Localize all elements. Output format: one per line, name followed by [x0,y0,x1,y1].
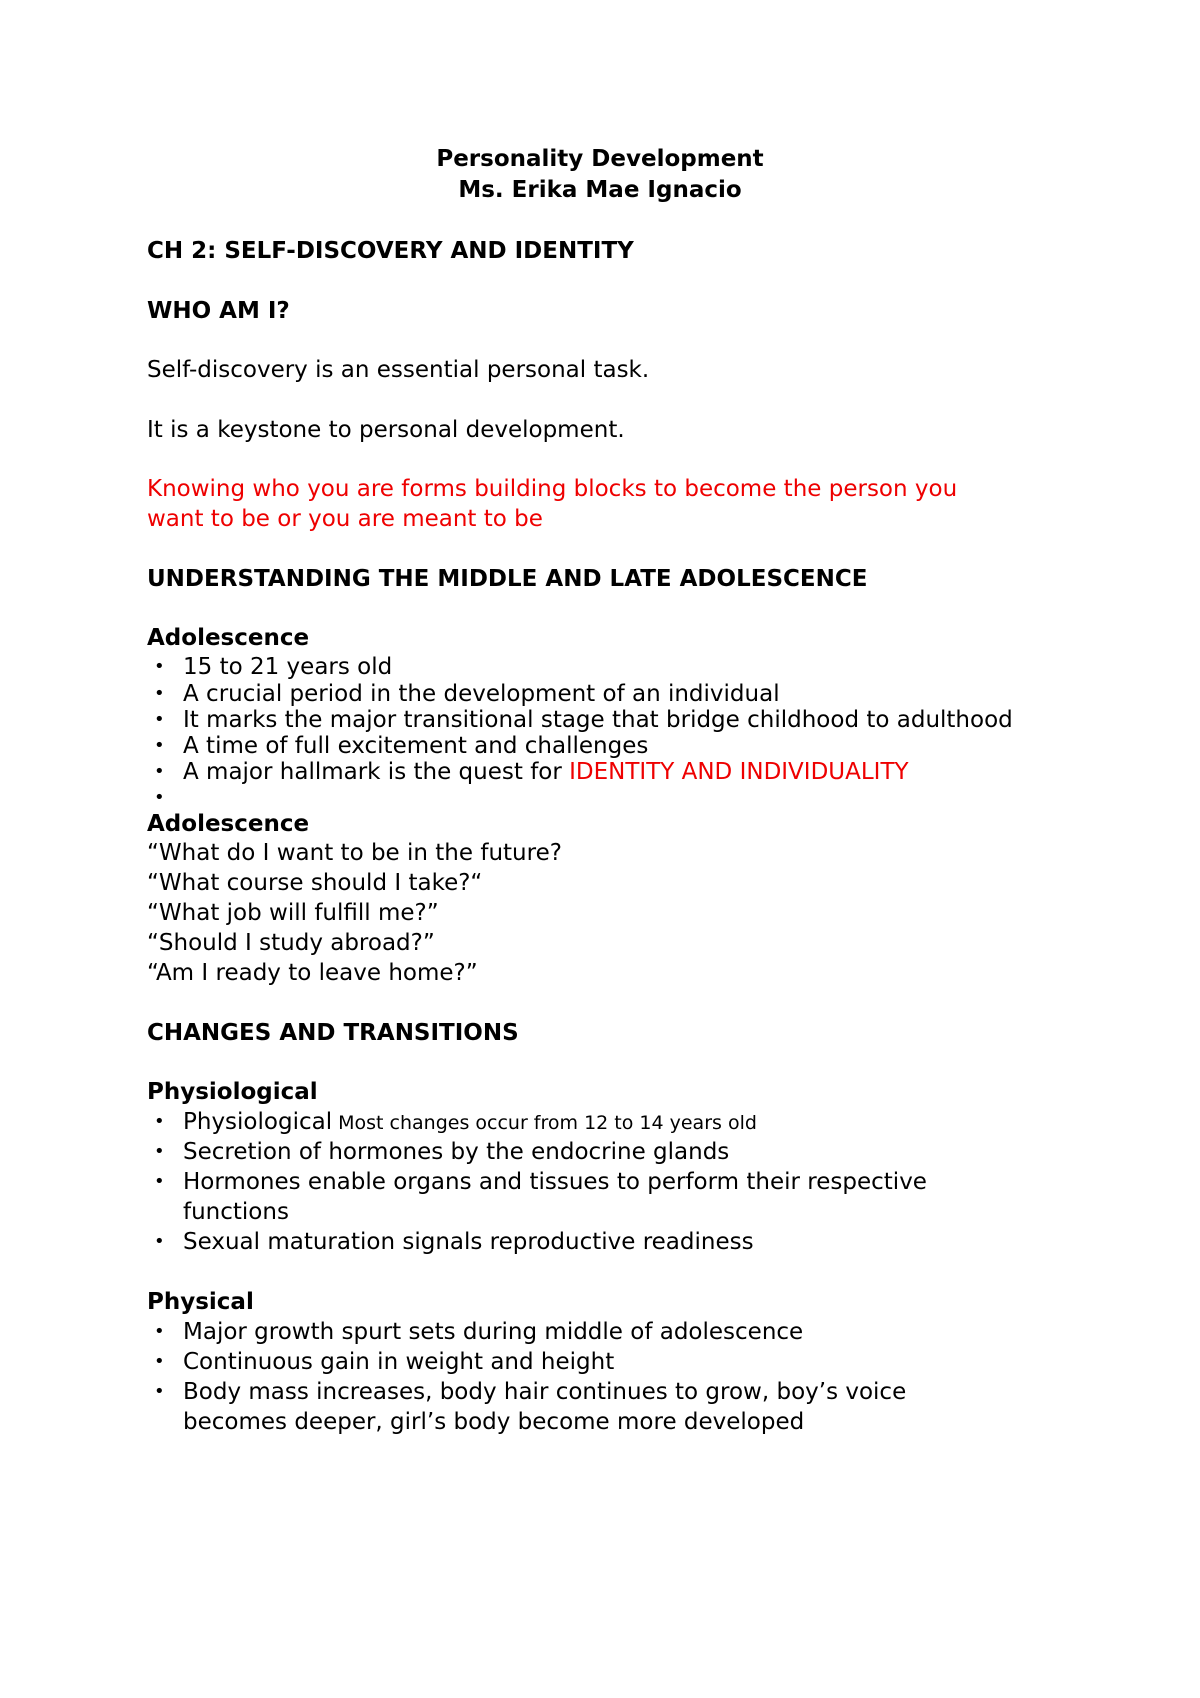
paragraph-self-discovery: Self-discovery is an essential personal task. [147,357,650,383]
list-item: Secretion of hormones by the endocrine glands [183,1139,730,1165]
list-item: 15 to 21 years old [183,654,393,680]
list-item: Hormones enable organs and tissues to perform their respective [183,1169,927,1195]
bullet: • [154,709,165,730]
list-item: Continuous gain in weight and height [183,1349,615,1375]
bullet: • [154,1381,165,1402]
adolescence-subheading-2: Adolescence [147,811,310,837]
list-item-continuation: functions [183,1199,289,1225]
who-am-i-heading: WHO AM I? [147,298,290,324]
question-line: “Am I ready to leave home?” [147,960,478,986]
list-item: A crucial period in the development of an individual [183,681,780,707]
identity-highlight: IDENTITY AND INDIVIDUALITY [569,759,909,785]
list-item [183,757,909,787]
bullet: • [154,1321,165,1342]
list-item-text: A major hallmark is the quest for [183,759,570,785]
bullet-empty: • [154,787,165,808]
physical-subheading: Physical [147,1289,254,1315]
list-item: Major growth spurt sets during middle of adolescence [183,1319,804,1345]
physiological-subheading: Physiological [147,1079,318,1105]
list-item [183,1107,757,1138]
question-line: “What job will fulfill me?” [147,900,439,926]
list-item-continuation: becomes deeper, girl’s body become more developed [183,1409,805,1435]
changes-heading: CHANGES AND TRANSITIONS [147,1020,519,1046]
bullet: • [154,683,165,704]
highlight-line-2: want to be or you are meant to be [147,506,543,532]
list-item: Sexual maturation signals reproductive readiness [183,1229,754,1255]
list-item-lead: Physiological [183,1109,333,1135]
question-line: “What do I want to be in the future? [147,840,562,866]
bullet: • [154,1351,165,1372]
paragraph-keystone: It is a keystone to personal development. [147,417,625,443]
question-line: “What course should I take?“ [147,870,483,896]
bullet: • [154,735,165,756]
question-line: “Should I study abroad?” [147,930,435,956]
adolescence-subheading: Adolescence [147,625,310,651]
bullet: • [154,656,165,677]
bullet: • [154,761,165,782]
chapter-heading: CH 2: SELF-DISCOVERY AND IDENTITY [147,238,634,264]
bullet: • [154,1141,165,1162]
document-author: Ms. Erika Mae Ignacio [458,177,742,203]
understanding-heading: UNDERSTANDING THE MIDDLE AND LATE ADOLESCENCE [147,566,868,592]
list-item: It marks the major transitional stage that bridge childhood to adulthood [183,707,1013,733]
document-title: Personality Development [436,146,764,172]
bullet: • [154,1231,165,1252]
list-item: Body mass increases, body hair continues to grow, boy’s voice [183,1379,907,1405]
bullet: • [154,1111,165,1132]
highlight-line-1: Knowing who you are forms building blocks to become the person you [147,476,958,502]
bullet: • [154,1171,165,1192]
list-item: A time of full excitement and challenges [183,733,649,759]
list-item-rest: Most changes occur from 12 to 14 years old [332,1112,757,1134]
